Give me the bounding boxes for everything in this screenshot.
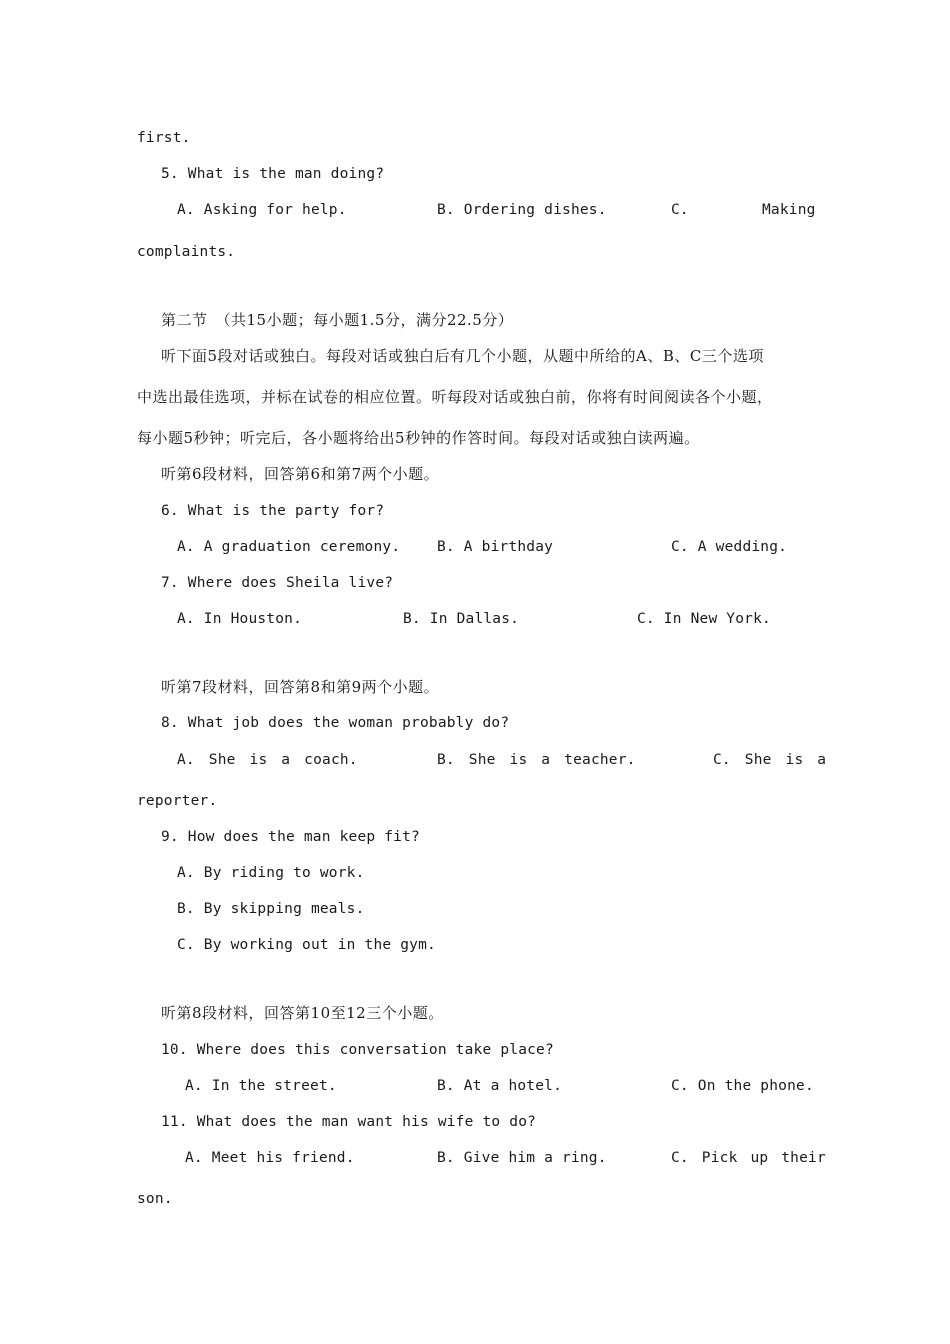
- q8-option-c: C. She is a: [713, 752, 827, 768]
- q9-option-b: B. By skipping meals.: [177, 901, 365, 917]
- q11-option-c: C. Pick up their: [671, 1150, 826, 1166]
- section2-instruction-line3: 每小题5秒钟；听完后，各小题将给出5秒钟的作答时间。每段对话或独白读两遍。: [137, 429, 700, 447]
- q6-stem: 6. What is the party for?: [161, 503, 385, 519]
- q5-stem: 5. What is the man doing?: [161, 166, 385, 182]
- q7-option-b: B. In Dallas.: [403, 611, 520, 627]
- section2-instruction-line1: 听下面5段对话或独白。每段对话或独白后有几个小题，从题中所给的A、B、C三个选项: [161, 347, 764, 365]
- q8-option-a: A. She is a coach.: [177, 752, 358, 768]
- material8-intro: 听第8段材料，回答第10至12三个小题。: [161, 1004, 444, 1022]
- material6-intro: 听第6段材料，回答第6和第7两个小题。: [161, 465, 440, 483]
- q9-option-c: C. By working out in the gym.: [177, 937, 436, 953]
- q5-option-c-letter: C.: [671, 202, 689, 218]
- q6-option-c: C. A wedding.: [671, 539, 788, 555]
- section2-heading: 第二节 （共15小题；每小题1.5分，满分22.5分）: [161, 311, 514, 329]
- q9-option-a: A. By riding to work.: [177, 865, 365, 881]
- q8-option-c-continuation: reporter.: [137, 793, 218, 809]
- q6-option-a: A. A graduation ceremony.: [177, 539, 401, 555]
- q10-stem: 10. Where does this conversation take place?: [161, 1042, 554, 1058]
- q5-option-c-word: Making: [762, 202, 816, 218]
- q6-option-b: B. A birthday: [437, 539, 554, 555]
- q7-option-a: A. In Houston.: [177, 611, 303, 627]
- q5-option-b: B. Ordering dishes.: [437, 202, 607, 218]
- q10-option-b: B. At a hotel.: [437, 1078, 563, 1094]
- q11-stem: 11. What does the man want his wife to do?: [161, 1114, 537, 1130]
- q11-option-c-continuation: son.: [137, 1191, 173, 1207]
- q9-stem: 9. How does the man keep fit?: [161, 829, 420, 845]
- material7-intro: 听第7段材料，回答第8和第9两个小题。: [161, 678, 440, 696]
- q8-stem: 8. What job does the woman probably do?: [161, 715, 510, 731]
- q10-option-c: C. On the phone.: [671, 1078, 814, 1094]
- q7-option-c: C. In New York.: [637, 611, 771, 627]
- q7-stem: 7. Where does Sheila live?: [161, 575, 394, 591]
- q11-option-b: B. Give him a ring.: [437, 1150, 607, 1166]
- section2-instruction-line2: 中选出最佳选项，并标在试卷的相应位置。听每段对话或独白前，你将有时间阅读各个小题，: [137, 388, 773, 406]
- q5-option-c-continuation: complaints.: [137, 244, 236, 260]
- q8-option-b: B. She is a teacher.: [437, 752, 636, 768]
- q4-continuation: first.: [137, 130, 191, 146]
- q11-option-a: A. Meet his friend.: [185, 1150, 355, 1166]
- q10-option-a: A. In the street.: [185, 1078, 337, 1094]
- q5-option-a: A. Asking for help.: [177, 202, 347, 218]
